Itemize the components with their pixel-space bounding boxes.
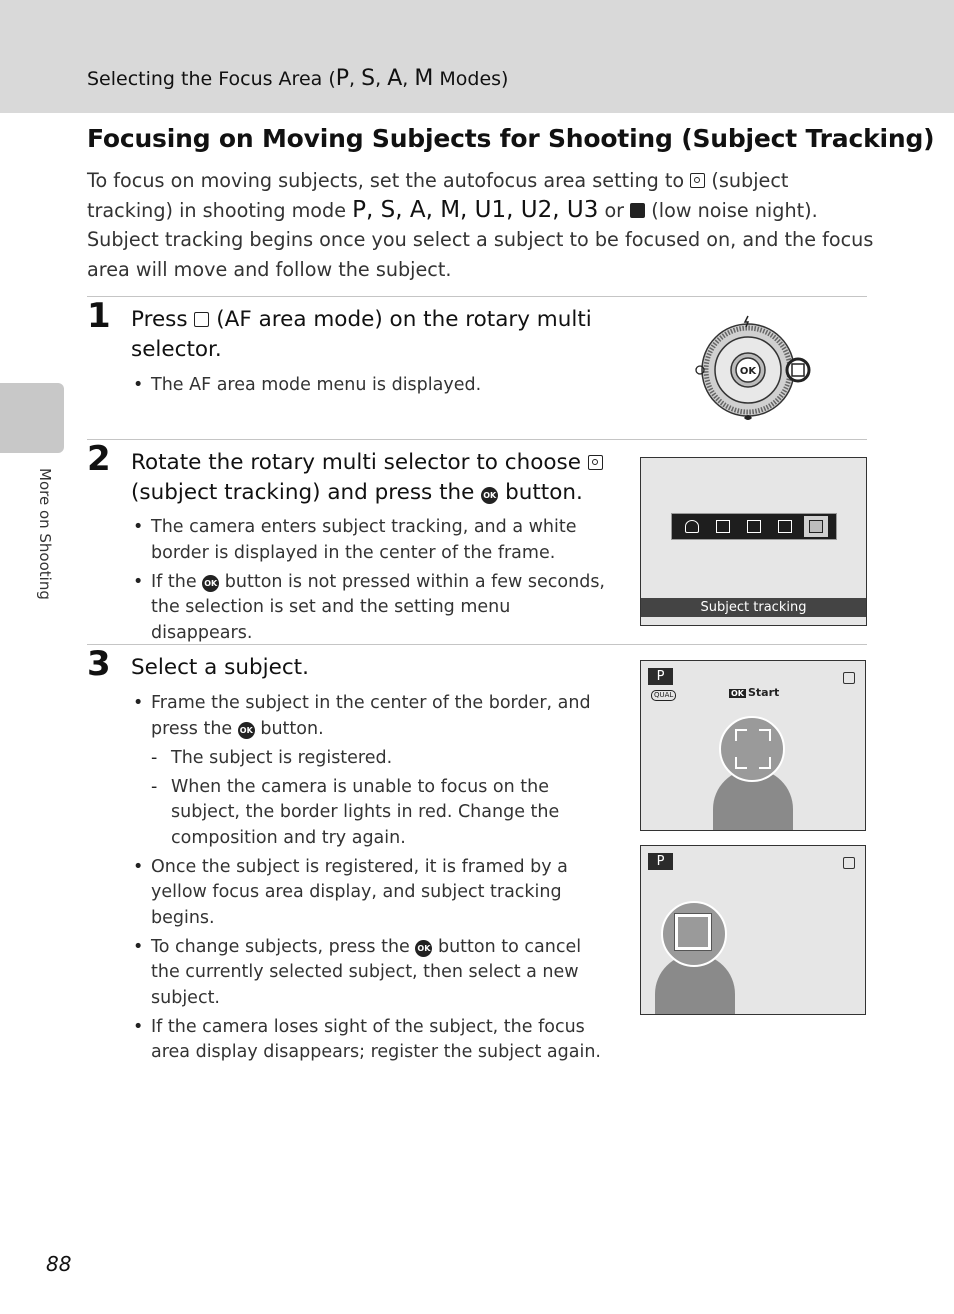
step-bullets [131, 691, 611, 1069]
center-area-icon [778, 520, 792, 533]
list-item: • Frame the subject in the center of the border, and press the OK button. [131, 691, 611, 742]
af-area-icon-bar [671, 513, 837, 540]
af-area-mode-icon [194, 312, 209, 327]
manual-area-icon [747, 520, 761, 533]
list-item: • The camera enters subject tracking, and a white border is displayed in the center of the frame. [131, 515, 611, 566]
list-item: • If the camera loses sight of the subject, the focus area display disappears; register the subject again. [131, 1015, 611, 1066]
focus-border-corner [759, 729, 771, 741]
ok-button-icon: OK [415, 940, 432, 957]
subject-tracking-icon [809, 520, 823, 533]
focus-border-corner [735, 729, 747, 741]
page-number: 88 [46, 1252, 72, 1276]
intro-paragraph: To focus on moving subjects, set the autofocus area setting to (subject tracking) in shooting mode P, S, A, M, U1, U2, U3 or (low noise night). Subject tracking begins once you select a subject to be focused on, and the focus area will move and follow the subject. [87, 169, 874, 281]
step-bullets [131, 373, 601, 402]
shooting-mode-badge: P [648, 853, 673, 870]
screen-caption: Subject tracking [641, 598, 866, 617]
sub-list-item: - When the camera is unable to focus on the subject, the border lights in red. Change the composition and try again. [131, 775, 611, 852]
ok-button-icon: OK [481, 487, 498, 504]
step-bullets [131, 515, 611, 650]
ok-button-icon: OK [238, 722, 255, 739]
face-priority-icon [685, 520, 699, 533]
camera-screen-tracking [640, 845, 866, 1015]
breadcrumb: Selecting the Focus Area (P, S, A, M Modes) [87, 66, 509, 91]
step-heading: Select a subject. [131, 655, 309, 680]
section-tab [0, 383, 64, 453]
shooting-mode-badge: P [648, 668, 673, 685]
divider [87, 296, 867, 297]
subject-head [719, 716, 785, 782]
vibration-reduction-icon [843, 672, 855, 684]
step-number: 2 [87, 439, 111, 479]
low-noise-night-icon [630, 203, 645, 218]
focus-border-corner [759, 757, 771, 769]
sub-list-item: - The subject is registered. [131, 746, 611, 772]
step-heading: Rotate the rotary multi selector to choose (subject tracking) and press the OK button. [131, 448, 621, 507]
section-label: More on Shooting [36, 468, 54, 600]
list-item: • Once the subject is registered, it is framed by a yellow focus area display, and subject tracking begins. [131, 855, 611, 932]
vibration-reduction-icon [843, 857, 855, 869]
subject-tracking-icon [588, 455, 603, 470]
ok-button-label: OK [739, 366, 757, 377]
ok-button-icon: OK [202, 575, 219, 592]
step-number: 3 [87, 644, 111, 684]
af-area-menu-screen [640, 457, 867, 626]
step-heading: Press (AF area mode) on the rotary multi selector. [131, 307, 592, 362]
divider [87, 644, 867, 645]
focus-area-display [675, 914, 711, 950]
focus-border-corner [735, 757, 747, 769]
list-item: • If the OK button is not pressed within a few seconds, the selection is set and the setting menu disappears. [131, 570, 611, 647]
subject-tracking-icon [690, 173, 705, 188]
page-title: Focusing on Moving Subjects for Shooting (Subject Tracking) [87, 124, 935, 153]
ok-start-prompt: OK Start [731, 686, 780, 699]
rotary-multi-selector-diagram [688, 310, 818, 428]
divider [87, 439, 867, 440]
list-item: • The AF area mode menu is displayed. [131, 373, 601, 399]
auto-area-icon [716, 520, 730, 533]
step-number: 1 [87, 296, 111, 336]
list-item: • To change subjects, press the OK button to cancel the currently selected subject, then select a new subject. [131, 935, 611, 1012]
image-quality-indicator: QUAL [651, 690, 676, 701]
camera-screen-before-register [640, 660, 866, 831]
header-bar [0, 0, 954, 113]
